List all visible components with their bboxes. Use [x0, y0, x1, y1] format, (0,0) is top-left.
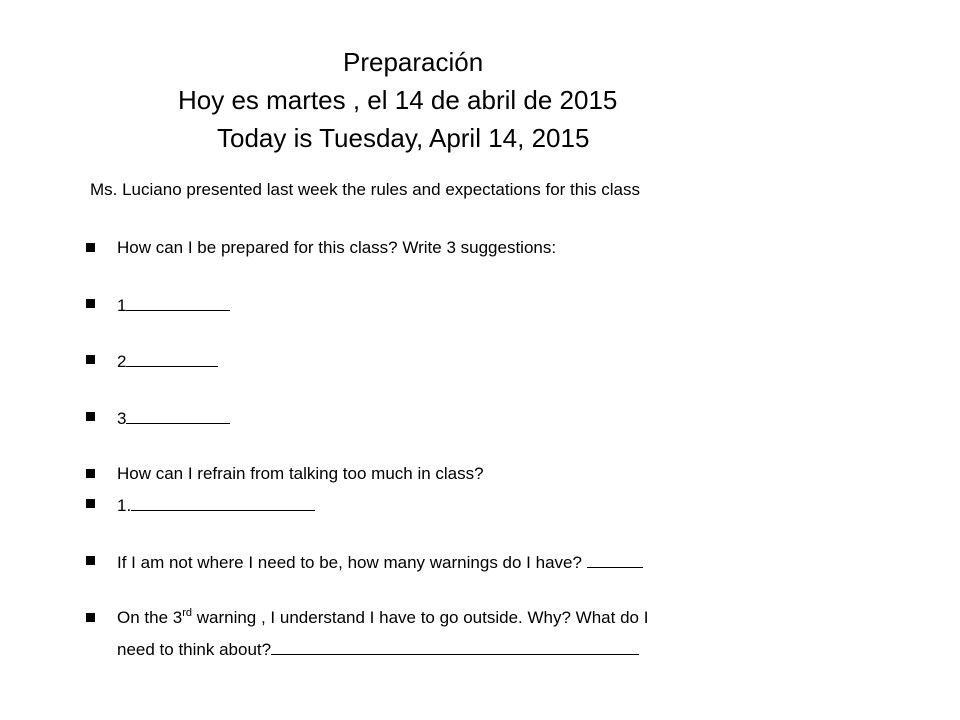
third-warning-text-b: warning , I understand I have to go outside. Why? What do I: [192, 608, 649, 627]
square-bullet-icon: [86, 499, 95, 508]
list-item-text: [117, 348, 218, 374]
list-item-text: [117, 549, 643, 575]
list-item-text: [117, 405, 230, 431]
warnings-question: If I am not where I need to be, how many warnings do I have?: [117, 553, 587, 572]
third-warning-text-a: On the 3: [117, 608, 183, 627]
ordinal-superscript: rd: [182, 607, 192, 619]
list-item-text: [117, 292, 230, 318]
list-item-text: [117, 492, 315, 518]
answer-blank[interactable]: [131, 492, 315, 511]
item-number: 1.: [117, 496, 132, 515]
title-line-3: Today is Tuesday, April 14, 2015: [217, 123, 590, 153]
square-bullet-icon: [86, 355, 95, 364]
square-bullet-icon: [86, 613, 95, 622]
title-line-2: Hoy es martes , el 14 de abril de 2015: [178, 85, 618, 115]
item-number: 2: [117, 352, 127, 371]
item-number: 3: [117, 409, 127, 428]
square-bullet-icon: [86, 299, 95, 308]
square-bullet-icon: [86, 556, 95, 565]
third-warning-continuation: [117, 636, 639, 660]
square-bullet-icon: [86, 412, 95, 421]
item-number: 1: [117, 296, 127, 315]
answer-blank[interactable]: [587, 549, 643, 568]
intro-text: Ms. Luciano presented last week the rules and expectations for this class: [90, 180, 640, 199]
list-item-text: How can I refrain from talking too much in class?: [117, 464, 484, 483]
answer-blank[interactable]: [126, 292, 230, 311]
square-bullet-icon: [86, 243, 95, 252]
square-bullet-icon: [86, 469, 95, 478]
list-item-text: How can I be prepared for this class? Write 3 suggestions:: [117, 238, 557, 257]
answer-blank[interactable]: [271, 636, 639, 655]
title-line-1: Preparación: [343, 47, 484, 77]
third-warning-text-c: need to think about?: [117, 640, 272, 659]
list-item-text: [117, 606, 648, 630]
answer-blank[interactable]: [126, 348, 218, 367]
answer-blank[interactable]: [126, 405, 230, 424]
